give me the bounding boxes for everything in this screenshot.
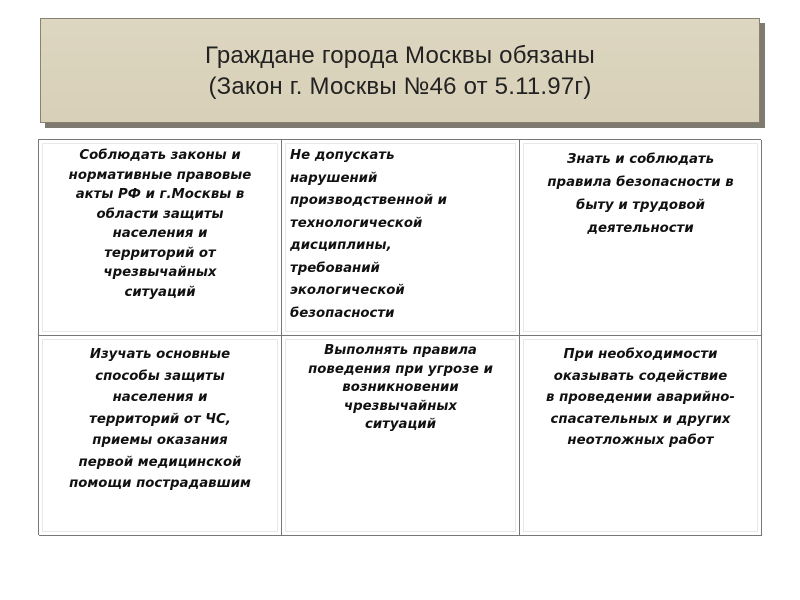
obligations-table: [38, 139, 761, 535]
table-cell: При необходимости оказывать содействие в проведении аварийно- спасательных и других неотложных работ: [520, 336, 762, 536]
table-cell: Не допускать нарушений производственной и технологической дисциплины, требований экологической безопасности: [282, 140, 520, 336]
table-cell: Соблюдать законы и нормативные правовые акты РФ и г.Москвы в области защиты населения и территорий от чрезвычайных ситуаций: [39, 140, 282, 336]
page-title: Граждане города Москвы обязаны: [205, 41, 595, 69]
table-cell: Знать и соблюдать правила безопасности в быту и трудовой деятельности: [520, 140, 762, 336]
table-cell: Выполнять правила поведения при угрозе и возникновении чрезвычайных ситуаций: [282, 336, 520, 536]
page-subtitle: (Закон г. Москвы №46 от 5.11.97г): [208, 72, 592, 100]
title-banner: [40, 18, 760, 123]
table-cell: Изучать основные способы защиты населения и территорий от ЧС, приемы оказания первой медицинской помощи пострадавшим: [39, 336, 282, 536]
